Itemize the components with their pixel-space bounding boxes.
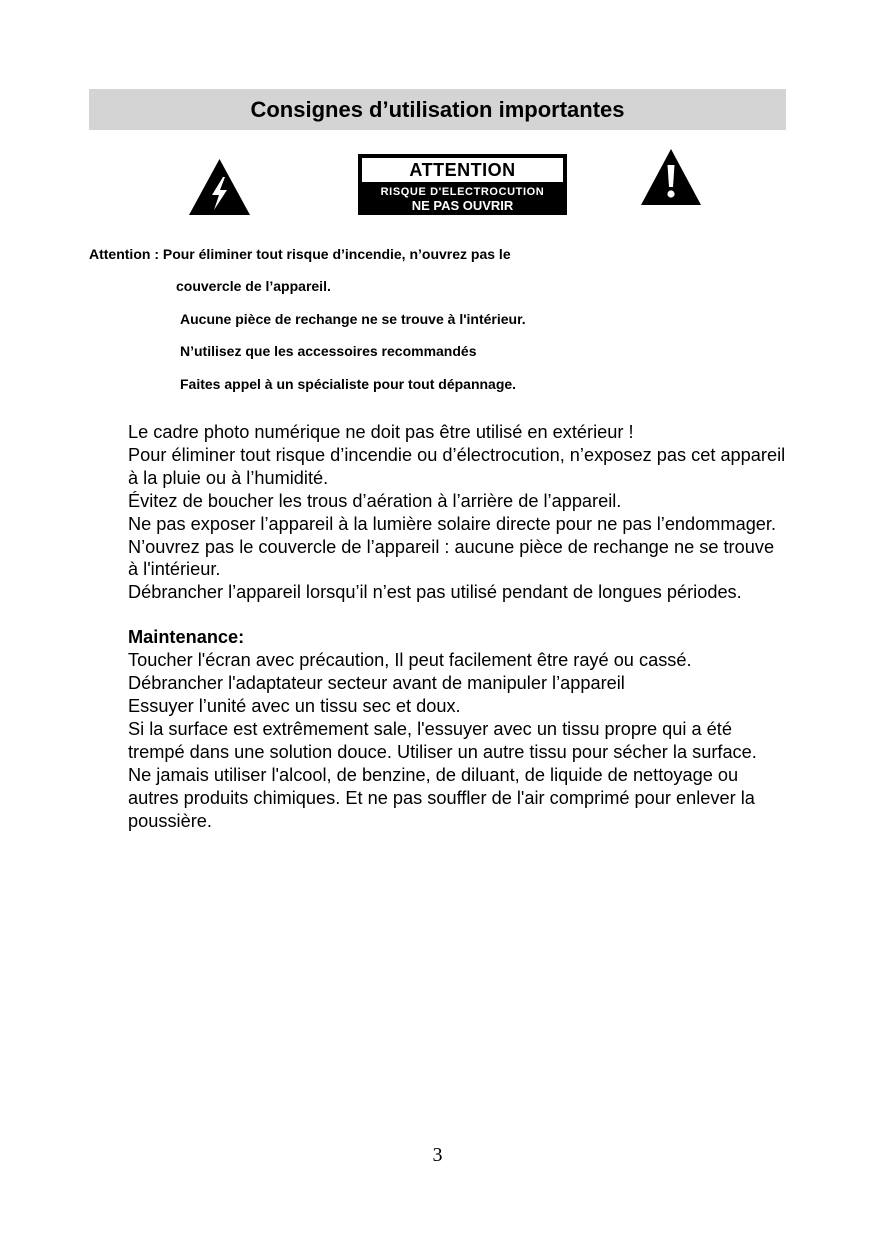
safety-item: Pour éliminer tout risque d’incendie ou d’électrocution, n’exposez pas cet appareil à la pluie ou à l’humidité. [128,444,786,488]
attention-line-3: Aucune pièce de rechange ne se trouve à l'intérieur. [180,311,526,327]
safety-item: Ne pas exposer l’appareil à la lumière solaire directe pour ne pas l’endommager. [128,513,777,534]
attention-line-4: N’utilisez que les accessoires recommandés [180,343,477,359]
warning-label-line2: NE PAS OUVRIR [411,198,514,213]
warning-label [358,154,567,215]
maintenance-item: Essuyer l’unité avec un tissu sec et doux. [128,695,461,716]
attention-line-2: couvercle de l’appareil. [176,278,331,294]
maintenance-item: Débrancher l'adaptateur secteur avant de manipuler l’appareil [128,673,625,694]
maintenance-heading: Maintenance: [128,627,245,648]
maintenance-item: Toucher l'écran avec précaution, Il peut facilement être rayé ou cassé. [128,650,692,671]
maintenance-item: Ne jamais utiliser l'alcool, de benzine, de diluant, de liquide de nettoyage ou autres produits chimiques. Et ne pas souffler de l'air comprimé pour enlever la poussière. [128,764,755,831]
exclamation-warning-icon [640,147,702,207]
warning-label-line1: RISQUE D'ELECTROCUTION [380,186,545,198]
instructions-body [128,421,788,832]
page-title: Consignes d’utilisation importantes [89,89,786,130]
page-number: 3 [432,1144,443,1166]
safety-item: Le cadre photo numérique ne doit pas être utilisé en extérieur ! [128,422,634,442]
attention-line-5: Faites appel à un spécialiste pour tout dépannage. [180,376,517,392]
safety-item: Débrancher l’appareil lorsqu’il n’est pas utilisé pendant de longues périodes. [128,582,742,603]
safety-item: N’ouvrez pas le couvercle de l’appareil : aucune pièce de rechange ne se trouve à l'intérieur. [128,536,775,580]
lightning-warning-icon [187,157,252,217]
maintenance-item: Si la surface est extrêmement sale, l'essuyer avec un tissu propre qui a été trempé dans une solution douce. Utiliser un autre tissu pour sécher la surface. [128,718,757,762]
attention-line-1: Attention : Pour éliminer tout risque d’incendie, n’ouvrez pas le [89,246,511,262]
safety-item: Évitez de boucher les trous d’aération à l’arrière de l’appareil. [128,490,622,511]
warning-label-heading: ATTENTION [362,158,563,182]
